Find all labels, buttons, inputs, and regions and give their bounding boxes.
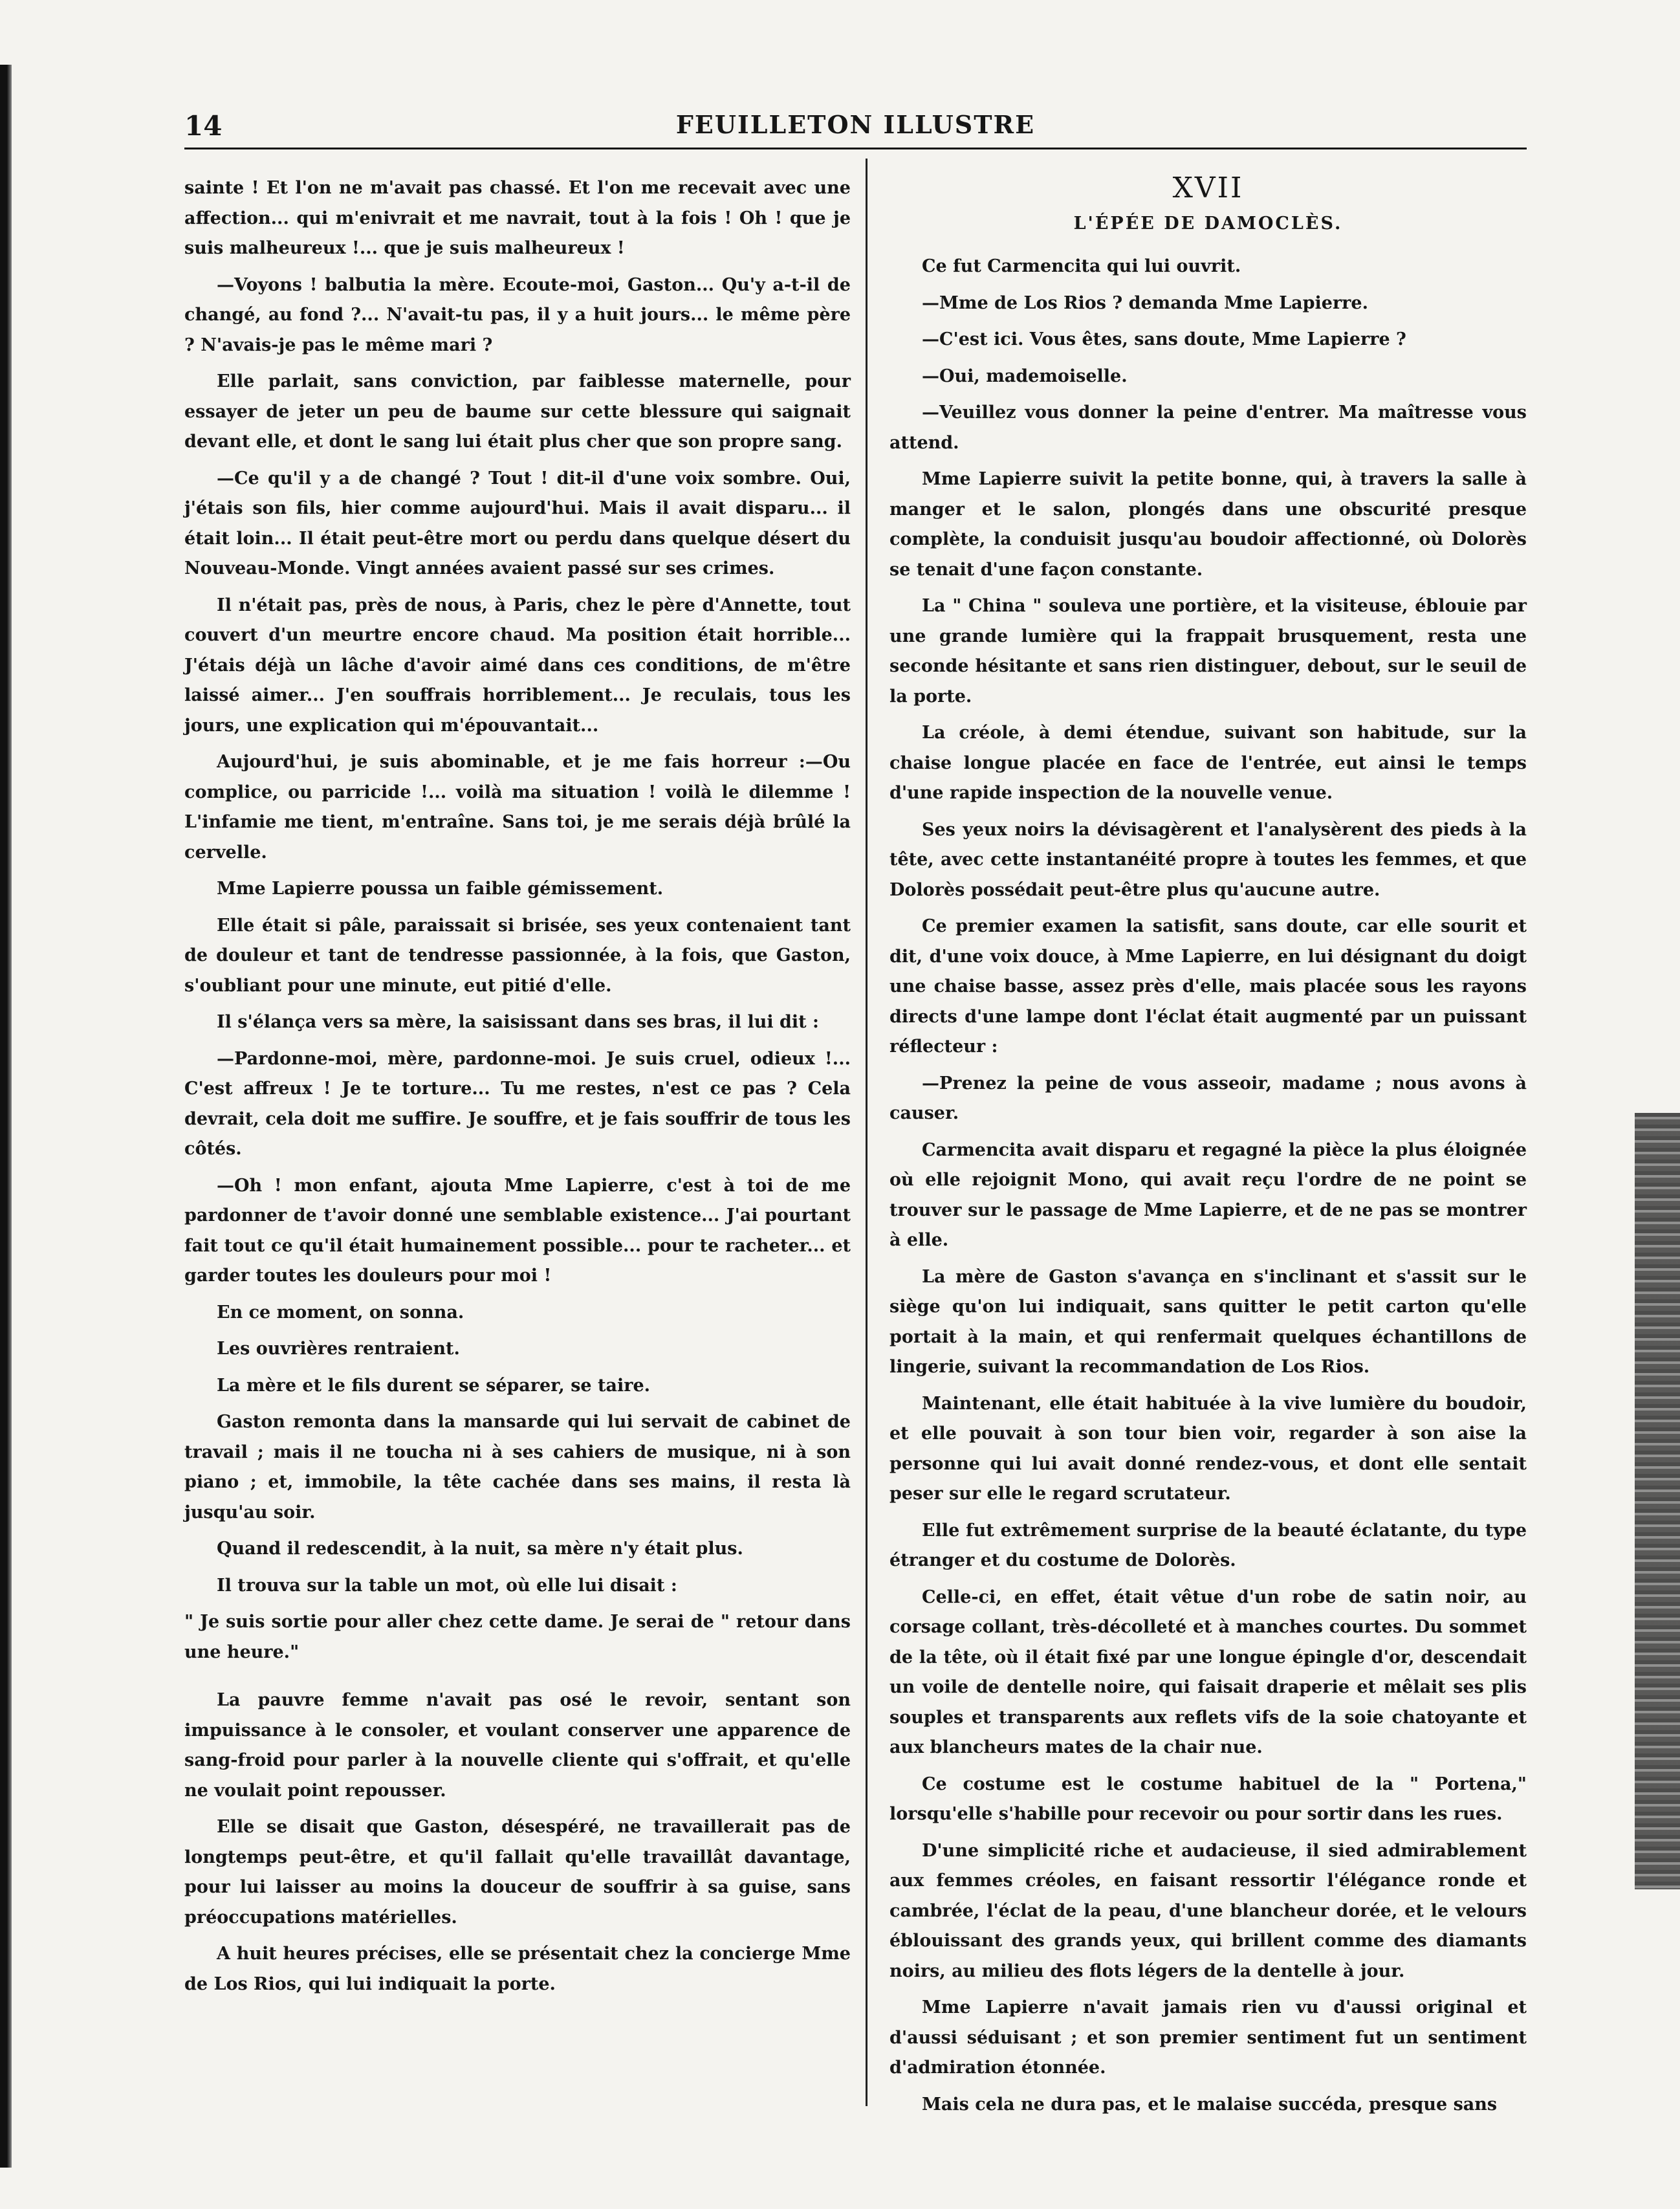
- paragraph: La mère de Gaston s'avança en s'inclinant et s'assit sur le siège qu'on lui indiquait, sans quitter le petit carton qu'elle portait à la main, et qui renfermait quelques échantillons de lingerie, suivant la recommandation de Los Rios.: [889, 1266, 1527, 1377]
- torn-edge: [1635, 1113, 1680, 1889]
- paragraph: Il s'élança vers sa mère, la saisissant dans ses bras, il lui dit :: [217, 1012, 819, 1032]
- paragraph: —Oui, mademoiselle.: [922, 366, 1128, 386]
- paragraph: Il trouva sur la table un mot, où elle lui disait :: [217, 1575, 677, 1596]
- paragraph: La " China " souleva une portière, et la visiteuse, éblouie par une grande lumière qui la frappait brusquement, resta une seconde hésitante et sans rien distinguer, debout, sur le seuil de la porte.: [889, 596, 1527, 707]
- column-divider: [866, 159, 867, 2106]
- quoted-note: " Je suis sortie pour aller chez cette dame. Je serai de " retour dans une heure.": [184, 1612, 851, 1662]
- paragraph: La mère et le fils durent se séparer, se taire.: [217, 1375, 651, 1396]
- paragraph: Elle était si pâle, paraissait si brisée, ses yeux contenaient tant de douleur et tant de tendresse passionnée, à la fois, que Gaston, s'oubliant pour une minute, eut pitié d'elle.: [184, 915, 851, 996]
- page-header: [184, 110, 1527, 149]
- paragraph: Ses yeux noirs la dévisagèrent et l'analysèrent des pieds à la tête, avec cette instantanéité propre à toutes les femmes, et que Dolorès possédait peut-être plus qu'aucune autre.: [889, 819, 1527, 900]
- paragraph: Quand il redescendit, à la nuit, sa mère n'y était plus.: [217, 1539, 743, 1559]
- paragraph: —Prenez la peine de vous asseoir, madame ; nous avons à causer.: [889, 1073, 1527, 1123]
- header-rule: [184, 148, 1527, 149]
- running-title: FEUILLETON ILLUSTRE: [675, 110, 1036, 139]
- paragraph: —Ce qu'il y a de changé ? Tout ! dit-il d'une voix sombre. Oui, j'étais son fils, hier comme aujourd'hui. Mais il avait disparu... il était loin... Il était peut-être mort ou perdu dans quelque désert du Nouveau-Monde. Vingt années avaient passé sur ses crimes.: [184, 468, 851, 578]
- paragraph: —Pardonne-moi, mère, pardonne-moi. Je suis cruel, odieux !... C'est affreux ! Je te torture... Tu me restes, n'est ce pas ? Cela devrait, cela doit me suffire. Je souffre, et je fais souffrir de tous les côtés.: [184, 1048, 851, 1159]
- right-column: [889, 173, 1527, 2126]
- paragraph: La pauvre femme n'avait pas osé le revoir, sentant son impuissance à le consoler, et voulant conserver une apparence de sang-froid pour parler à la nouvelle cliente qui s'offrait, et qu'elle ne voulait point repousser.: [184, 1690, 851, 1801]
- paragraph: Mme Lapierre n'avait jamais rien vu d'aussi original et d'aussi séduisant ; et son premier sentiment fut un sentiment d'admiration étonnée.: [889, 1997, 1527, 2078]
- paragraph: —Veuillez vous donner la peine d'entrer. Ma maîtresse vous attend.: [889, 402, 1527, 453]
- paragraph: A huit heures précises, elle se présentait chez la concierge Mme de Los Rios, qui lui indiquait la porte.: [184, 1944, 851, 1994]
- paragraph: —Oh ! mon enfant, ajouta Mme Lapierre, c'est à toi de me pardonner de t'avoir donné une semblable existence... J'ai pourtant fait tout ce qu'il était humainement possible... pour te racheter... et garder toutes les douleurs pour moi !: [184, 1175, 851, 1286]
- paragraph: Elle fut extrêmement surprise de la beauté éclatante, du type étranger et du costume de Dolorès.: [889, 1520, 1527, 1570]
- paragraph: Ce costume est le costume habituel de la " Portena," lorsqu'elle s'habille pour recevoir ou pour sortir dans les rues.: [889, 1774, 1527, 1824]
- paragraph: Gaston remonta dans la mansarde qui lui servait de cabinet de travail ; mais il ne toucha ni à ses cahiers de musique, ni à son piano ; et, immobile, la tête cachée dans ses mains, il resta là jusqu'au soir.: [184, 1412, 851, 1522]
- paragraph: Mais cela ne dura pas, et le malaise succéda, presque sans: [922, 2094, 1498, 2115]
- paragraph: D'une simplicité riche et audacieuse, il sied admirablement aux femmes créoles, en faisant ressortir l'élégance ronde et cambrée, l'éclat de la peau, d'une blancheur dorée, et le velours éblouissant des grands yeux, qui brillent comme des diamants noirs, au milieu des flots légers de la dentelle à jour.: [889, 1840, 1527, 1981]
- paragraph: —C'est ici. Vous êtes, sans doute, Mme Lapierre ?: [922, 329, 1406, 349]
- paragraph: La créole, à demi étendue, suivant son habitude, sur la chaise longue placée en face de l'entrée, eut ainsi le temps d'une rapide inspection de la nouvelle venue.: [889, 723, 1527, 803]
- binding-shadow: [0, 65, 12, 2168]
- paragraph: Ce premier examen la satisfit, sans doute, car elle sourit et dit, d'une voix douce, à Mme Lapierre, en lui désignant du doigt une chaise basse, assez près d'elle, mais placée sous les rayons directs d'une lampe dont l'éclat était augmenté par un puissant réflecteur :: [889, 916, 1527, 1057]
- paragraph: Carmencita avait disparu et regagné la pièce la plus éloignée où elle rejoignit Mono, qui avait reçu l'ordre de ne point se trouver sur le passage de Mme Lapierre, et de ne pas se montrer à elle.: [889, 1139, 1527, 1250]
- paragraph: Maintenant, elle était habituée à la vive lumière du boudoir, et elle pouvait à son tour bien voir, regarder à son aise la personne qui lui avait donné rendez-vous, et dont elle sentait peser sur elle le regard scrutateur.: [889, 1393, 1527, 1504]
- paragraph: Il n'était pas, près de nous, à Paris, chez le père d'Annette, tout couvert d'un meurtre encore chaud. Ma position était horrible... J'étais déjà un lâche d'avoir aimé dans ces conditions, de m'être laissé aimer... J'en souffrais horriblement... Je reculais, tous les jours, une explication qui m'épouvantait...: [184, 595, 851, 736]
- paragraph: Aujourd'hui, je suis abominable, et je me fais horreur :—Ou complice, ou parricide !... voilà ma situation ! voilà le dilemme ! L'infamie me tient, m'entraîne. Sans toi, je me serais déjà brûlé la cervelle.: [184, 752, 851, 863]
- paragraph: Celle-ci, en effet, était vêtue d'un robe de satin noir, au corsage collant, très-décolleté et à manches courtes. Du sommet de la tête, où il était fixé par une longue épingle d'or, descendait un voile de dentelle noire, qui faisait draperie et mêlait ses plis souples et transparents aux reflets vifs de la soie chatoyante et aux blancheurs mates de la chair nue.: [889, 1587, 1527, 1757]
- paragraph: En ce moment, on sonna.: [217, 1302, 464, 1323]
- paragraph: —Mme de Los Rios ? demanda Mme Lapierre.: [922, 292, 1368, 313]
- paragraph: —Voyons ! balbutia la mère. Ecoute-moi, Gaston... Qu'y a-t-il de changé, au fond ?... N'avait-tu pas, il y a huit jours... le même père ? N'avais-je pas le même mari ?: [184, 274, 851, 355]
- paragraph: Mme Lapierre poussa un faible gémissement.: [217, 879, 664, 899]
- paragraph: Ce fut Carmencita qui lui ouvrit.: [922, 256, 1241, 276]
- chapter-title: L'ÉPÉE DE DAMOCLÈS.: [1073, 213, 1343, 234]
- left-column: [184, 173, 851, 2006]
- paragraph: Elle parlait, sans conviction, par faiblesse maternelle, pour essayer de jeter un peu de baume sur cette blessure qui saignait devant elle, et dont le sang lui était plus cher que son propre sang.: [184, 371, 851, 452]
- paragraph: Elle se disait que Gaston, désespéré, ne travaillerait pas de longtemps peut-être, et qu'il fallait qu'elle travaillât davantage, pour lui laisser au moins la douceur de souffrir à sa guise, sans préoccupations matérielles.: [184, 1817, 851, 1928]
- paragraph: sainte ! Et l'on ne m'avait pas chassé. Et l'on me recevait avec une affection... qui m'enivrait et me navrait, tout à la fois ! Oh ! que je suis malheureux !... que je suis malheureux !: [184, 178, 851, 258]
- paragraph: Mme Lapierre suivit la petite bonne, qui, à travers la salle à manger et le salon, plongés dans une obscurité presque complète, la conduisit jusqu'au boudoir affectionné, où Dolorès se tenait d'une façon constante.: [889, 469, 1527, 580]
- chapter-number: XVII: [1172, 171, 1244, 204]
- paragraph: Les ouvrières rentraient.: [217, 1339, 460, 1359]
- page-number: 14: [184, 110, 223, 142]
